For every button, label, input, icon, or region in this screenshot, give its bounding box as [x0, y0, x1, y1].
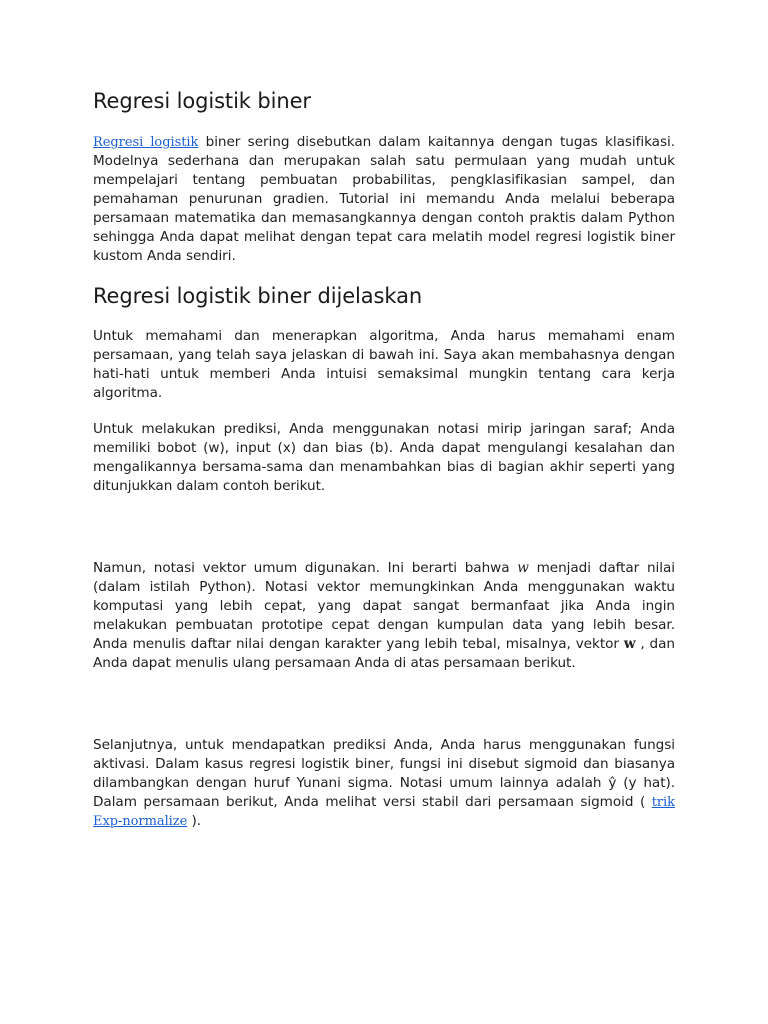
vector-notation-text-3: , dan Anda dapat menulis ulang persamaan Anda di atas persamaan berikut. — [93, 636, 675, 671]
document-page — [93, 86, 675, 831]
vector-notation-text-1: Namun, notasi vektor umum digunakan. Ini berarti bahwa — [93, 560, 518, 576]
logistic-regression-link[interactable]: Regresi logistik — [93, 135, 199, 150]
explained-paragraph-2: Untuk melakukan prediksi, Anda menggunakan notasi mirip jaringan saraf; Anda memiliki bobot (w), input (x) dan bias (b). Anda dapat mengulangi kesalahan dan mengalikannya bersama-sama dan menambahkan bias di bagian akhir seperti yang ditunjukkan dalam contoh berikut. — [93, 421, 675, 494]
vector-notation-text-2: menjadi daftar nilai (dalam istilah Python). Notasi vektor memungkinkan Anda menggunakan waktu komputasi yang lebih cepat, yang dapat sangat bermanfaat jika Anda ingin melakukan pembuatan prototipe cepat dengan kumpulan data yang lebih besar. Anda menulis daftar nilai dengan karakter yang lebih tebal, misalnya, vektor — [93, 560, 675, 652]
sigmoid-paragraph — [93, 736, 675, 831]
section-title-binary-logistic-regression: Regresi logistik biner — [93, 89, 311, 113]
vector-notation-paragraph — [93, 559, 675, 673]
exp-normalize-link[interactable]: trik Exp-normalize — [93, 795, 675, 829]
intro-paragraph-text: biner sering disebutkan dalam kaitannya dengan tugas klasifikasi. Modelnya sederhana dan merupakan salah satu permulaan yang mudah untuk mempelajari tentang pembuatan probabilitas, pengklasifikasian sampel, dan pemahaman penurunan gradien. Tutorial ini memandu Anda melalui beberapa persamaan matematika dan memasangkannya dengan contoh praktis dalam Python sehingga Anda dapat melihat dengan tepat cara melatih model regresi logistik biner kustom Anda sendiri. — [93, 134, 675, 264]
intro-paragraph — [93, 133, 675, 266]
sigmoid-text-2: ). — [187, 813, 202, 829]
weight-vector-symbol: w — [623, 636, 636, 652]
section-title-explained: Regresi logistik biner dijelaskan — [93, 284, 423, 308]
sigmoid-text-1: Selanjutnya, untuk mendapatkan prediksi Anda, Anda harus menggunakan fungsi aktivasi. Dalam kasus regresi logistik biner, fungsi ini disebut sigmoid dan biasanya dilambangkan dengan huruf Yunani sigma. Notasi umum lainnya adalah ŷ (y hat). Dalam persamaan berikut, Anda melihat versi stabil dari persamaan sigmoid ( — [93, 737, 675, 810]
explained-paragraph-1: Untuk memahami dan menerapkan algoritma, Anda harus memahami enam persamaan, yang telah saya jelaskan di bawah ini. Saya akan membahasnya dengan hati-hati untuk memberi Anda intuisi semaksimal mungkin tentang cara kerja algoritma. — [93, 328, 675, 401]
weight-symbol: w — [517, 560, 529, 576]
